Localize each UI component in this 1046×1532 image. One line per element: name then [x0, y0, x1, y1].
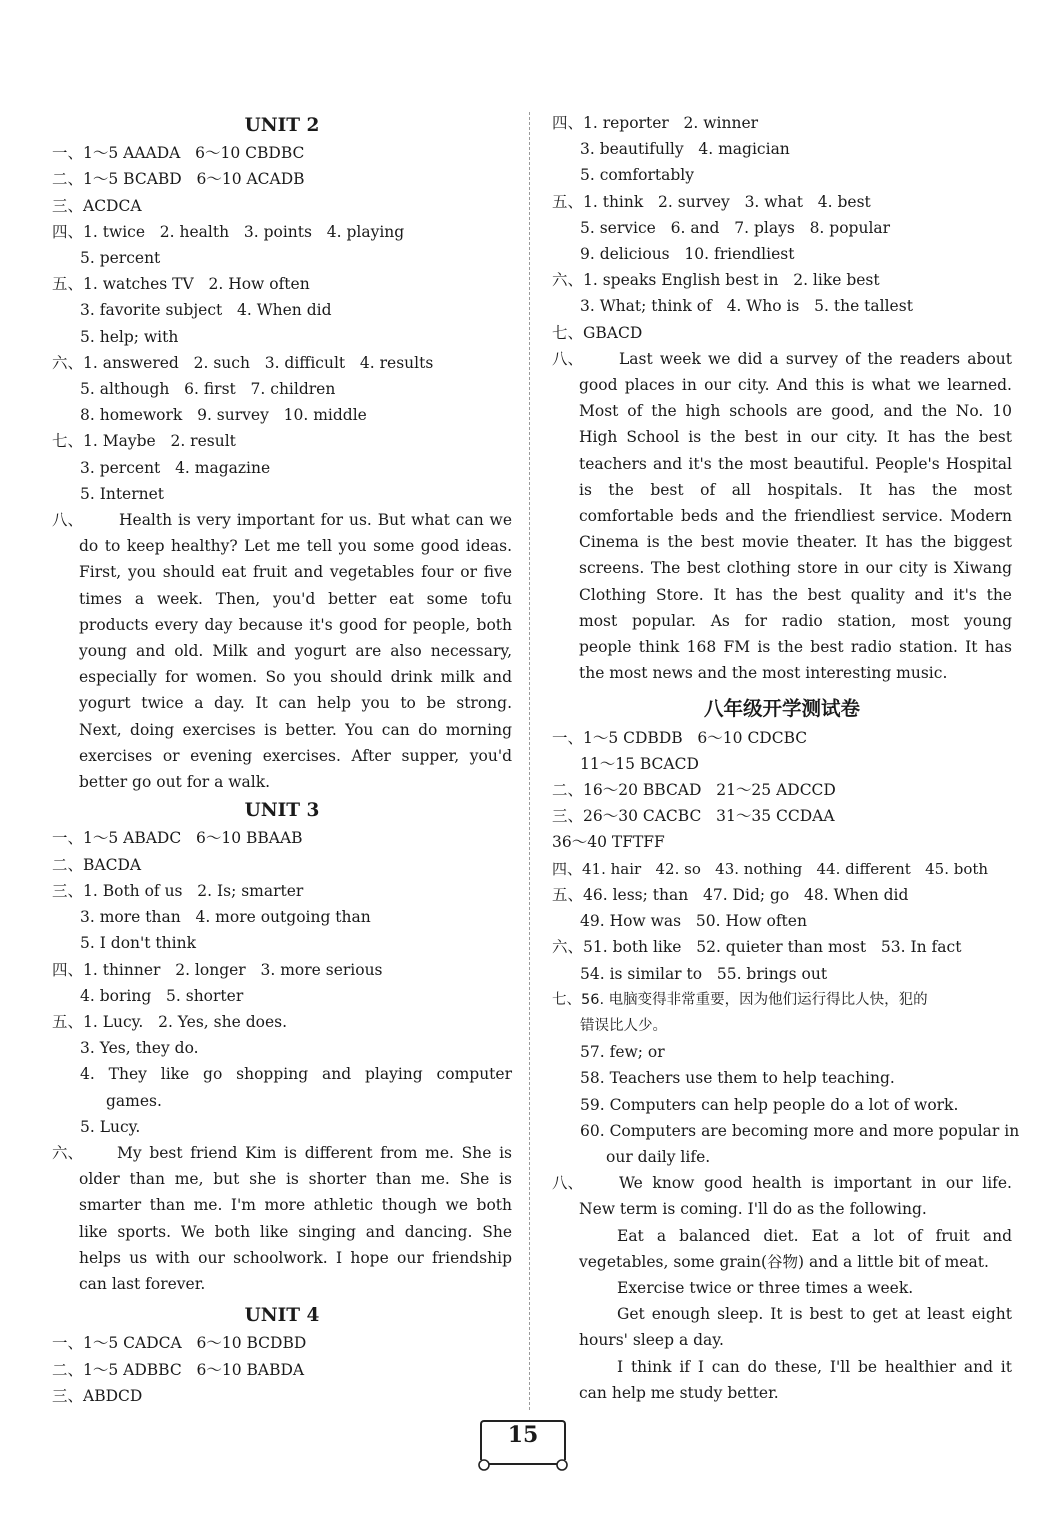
- essay-line: young and old. Milk and yogurt are also necessary,: [79, 642, 512, 661]
- essay-line: comfortable beds and the friendliest service. Modern: [579, 507, 1012, 526]
- unit2-answers: [52, 140, 512, 507]
- essay-line: I think if I can do these, I'll be healthier and it: [617, 1357, 1012, 1376]
- answer-line: 三、1. Both of us 2. Is; smarter: [52, 881, 304, 900]
- answer-line: 5. percent: [80, 249, 161, 268]
- essay-line: smarter than me. I'm more athletic though we both: [79, 1196, 512, 1215]
- essay-line: Clothing Store. It has the best quality and it's the: [579, 585, 1012, 604]
- answer-line: 5. Lucy.: [80, 1117, 141, 1136]
- essay-line: Eat a balanced diet. Eat a lot of fruit and: [617, 1226, 1012, 1245]
- answer-line: 3. Yes, they do.: [80, 1039, 199, 1058]
- answer-line: 59. Computers can help people do a lot of work.: [580, 1095, 959, 1114]
- answer-line: 五、1. think 2. survey 3. what 4. best: [552, 192, 871, 211]
- answer-line: 5. service 6. and 7. plays 8. popular: [580, 218, 891, 237]
- essay-line: Cinema is the best movie theater. It has the biggest: [579, 533, 1012, 552]
- essay-line: Last week we did a survey of the readers about: [619, 349, 1012, 368]
- answer-line: 一、1～5 CADCA 6～10 BCDBD: [52, 1334, 307, 1353]
- essay-line: exercises or evening exercises. After supper, you'd: [79, 746, 512, 765]
- essay-line: the most news and the most interesting music.: [579, 664, 948, 683]
- essay-label: 八、: [552, 349, 584, 368]
- answer-line: 57. few; or: [580, 1043, 665, 1062]
- essay-label: 六、: [52, 1143, 84, 1162]
- unit3-heading: UNIT 3: [244, 800, 320, 822]
- unit4-heading: UNIT 4: [244, 1305, 320, 1327]
- answer-line: 一、1～5 CDBDB 6～10 CDCBC: [552, 728, 808, 747]
- test-essay: [552, 1170, 1012, 1406]
- unit3-essay: [52, 1140, 512, 1297]
- left-column: [52, 110, 512, 1409]
- answer-line: 3. What; think of 4. Who is 5. the tallest: [580, 297, 913, 316]
- answer-line: 四、1. reporter 2. winner: [552, 114, 759, 132]
- answer-line: 五、46. less; than 47. Did; go 48. When did: [552, 885, 909, 904]
- essay-line: vegetables, some grain(谷物) and a little bit of meat.: [579, 1252, 989, 1271]
- page-number-ornament: [478, 1458, 568, 1472]
- essay-line: My best friend Kim is different from me. She is: [117, 1143, 512, 1162]
- answer-line: 54. is similar to 55. brings out: [580, 964, 828, 983]
- unit2-heading: UNIT 2: [244, 115, 320, 136]
- unit2-essay: [52, 507, 512, 795]
- unit3-answers: [52, 825, 512, 1139]
- page-number: 15: [507, 1422, 539, 1448]
- answer-line: 六、1. speaks English best in 2. like best: [552, 271, 880, 290]
- answer-line: 四、41. hair 42. so 43. nothing 44. different 45. both: [552, 859, 989, 878]
- answer-line: 二、1～5 BCABD 6～10 ACADB: [52, 170, 305, 189]
- answer-line: 一、1～5 ABADC 6～10 BBAAB: [52, 829, 303, 848]
- answer-line: 三、ABDCD: [52, 1386, 143, 1405]
- test-heading: 八年级开学测试卷: [703, 697, 860, 721]
- essay-line: good places in our city. And this is what we learned.: [579, 376, 1012, 395]
- answer-line: 五、1. watches TV 2. How often: [52, 275, 310, 294]
- essay-line: can last forever.: [79, 1274, 206, 1293]
- essay-line: We know good health is important in our life.: [619, 1174, 1012, 1193]
- essay-line: especially for women. So you should drink milk and: [79, 668, 512, 687]
- answer-line: 四、1. twice 2. health 3. points 4. playing: [52, 222, 405, 241]
- essay-label: 八、: [52, 511, 84, 530]
- unit4-continued-answers: [552, 110, 1012, 346]
- essay-line: yogurt twice a day. It can help you to be strong.: [79, 694, 512, 713]
- essay-line: times a week. Then, you'd better eat some tofu: [79, 589, 512, 608]
- answer-line: 七、1. Maybe 2. result: [52, 432, 236, 451]
- essay-line: teachers and it's the most beautiful. People's Hospital: [579, 454, 1012, 473]
- answer-line: 49. How was 50. How often: [580, 912, 807, 931]
- answer-line: 5. help; with: [80, 327, 179, 346]
- essay-line: do to keep healthy? Let me tell you some good ideas.: [79, 537, 512, 556]
- essay-line: can help me study better.: [579, 1383, 779, 1402]
- answer-line: 错误比人少。: [580, 1017, 667, 1034]
- essay-line: New term is coming. I'll do as the following.: [579, 1200, 927, 1219]
- unit4-essay: [552, 346, 1012, 687]
- answer-line: 4. They like go shopping and playing computer: [80, 1065, 512, 1084]
- essay-line: people think 168 FM is the best radio station. It has: [579, 638, 1012, 657]
- answer-line: 五、1. Lucy. 2. Yes, she does.: [52, 1012, 288, 1031]
- essay-line: Next, doing exercises is better. You can do morning: [79, 720, 512, 739]
- answer-line: 36～40 TFTFF: [552, 833, 665, 852]
- answer-line: our daily life.: [606, 1147, 711, 1166]
- answer-line: 六、1. answered 2. such 3. difficult 4. results: [52, 353, 434, 372]
- answer-line: 二、16～20 BBCAD 21～25 ADCCD: [552, 781, 836, 800]
- answer-line: 8. homework 9. survey 10. middle: [80, 406, 367, 425]
- essay-line: Get enough sleep. It is best to get at least eight: [617, 1305, 1012, 1324]
- answer-line: 二、BACDA: [52, 855, 142, 874]
- answer-line: games.: [106, 1091, 162, 1110]
- essay-line: Exercise twice or three times a week.: [617, 1278, 914, 1297]
- answer-line: 9. delicious 10. friendliest: [580, 245, 795, 264]
- essay-label: 八、: [552, 1174, 584, 1193]
- column-divider: [529, 112, 530, 1410]
- right-column: [552, 110, 1020, 1406]
- answer-line: 11～15 BCACD: [580, 754, 699, 773]
- answer-line: 60. Computers are becoming more and more popular in: [580, 1121, 1020, 1140]
- essay-line: Health is very important for us. But what can we: [119, 511, 512, 530]
- essay-line: Most of the high schools are good, and the No. 10: [579, 402, 1012, 421]
- essay-line: screens. The best clothing store in our city is Xiwang: [579, 559, 1012, 578]
- answer-line: 5. I don't think: [80, 934, 196, 953]
- answer-line: 二、1～5 ADBBC 6～10 BABDA: [52, 1360, 305, 1379]
- test-answers: [552, 725, 1020, 1170]
- answer-line: 3. beautifully 4. magician: [580, 140, 790, 159]
- essay-line: First, you should eat fruit and vegetables four or five: [79, 563, 512, 582]
- answer-line: 七、GBACD: [552, 323, 643, 342]
- answer-line: 3. more than 4. more outgoing than: [80, 908, 371, 927]
- answer-line: 58. Teachers use them to help teaching.: [580, 1069, 895, 1088]
- essay-line: is the best of all hospitals. It has the most: [579, 480, 1012, 499]
- essay-line: most popular. As for radio station, most young: [579, 611, 1012, 630]
- essay-line: products every day because it's good for people, both: [79, 615, 512, 634]
- essay-line: hours' sleep a day.: [579, 1331, 724, 1350]
- answer-line: 四、1. thinner 2. longer 3. more serious: [52, 960, 383, 979]
- answer-line: 3. percent 4. magazine: [80, 458, 271, 477]
- essay-line: older than me, but she is shorter than me. She is: [79, 1170, 512, 1189]
- answer-line: 5. comfortably: [580, 166, 695, 185]
- answer-line: 一、1～5 AAADA 6～10 CBDBC: [52, 144, 305, 163]
- essay-line: High School is the best in our city. It has the best: [579, 428, 1012, 447]
- answer-line: 七、56. 电脑变得非常重要，因为他们运行得比人快，犯的: [552, 991, 928, 1008]
- answer-line: 三、ACDCA: [52, 196, 142, 215]
- essay-line: like sports. We both like singing and dancing. She: [79, 1222, 512, 1241]
- answer-line: 3. favorite subject 4. When did: [80, 301, 332, 320]
- essay-line: better go out for a walk.: [79, 773, 271, 792]
- unit4-answers: [52, 1330, 512, 1409]
- answer-line: 三、26～30 CACBC 31～35 CCDAA: [552, 807, 835, 826]
- answer-line: 六、51. both like 52. quieter than most 53. In fact: [552, 938, 962, 957]
- answer-line: 4. boring 5. shorter: [80, 986, 244, 1005]
- essay-line: helps us with our schoolwork. I hope our friendship: [79, 1248, 512, 1267]
- answer-line: 5. Internet: [80, 484, 165, 503]
- answer-line: 5. although 6. first 7. children: [80, 380, 336, 399]
